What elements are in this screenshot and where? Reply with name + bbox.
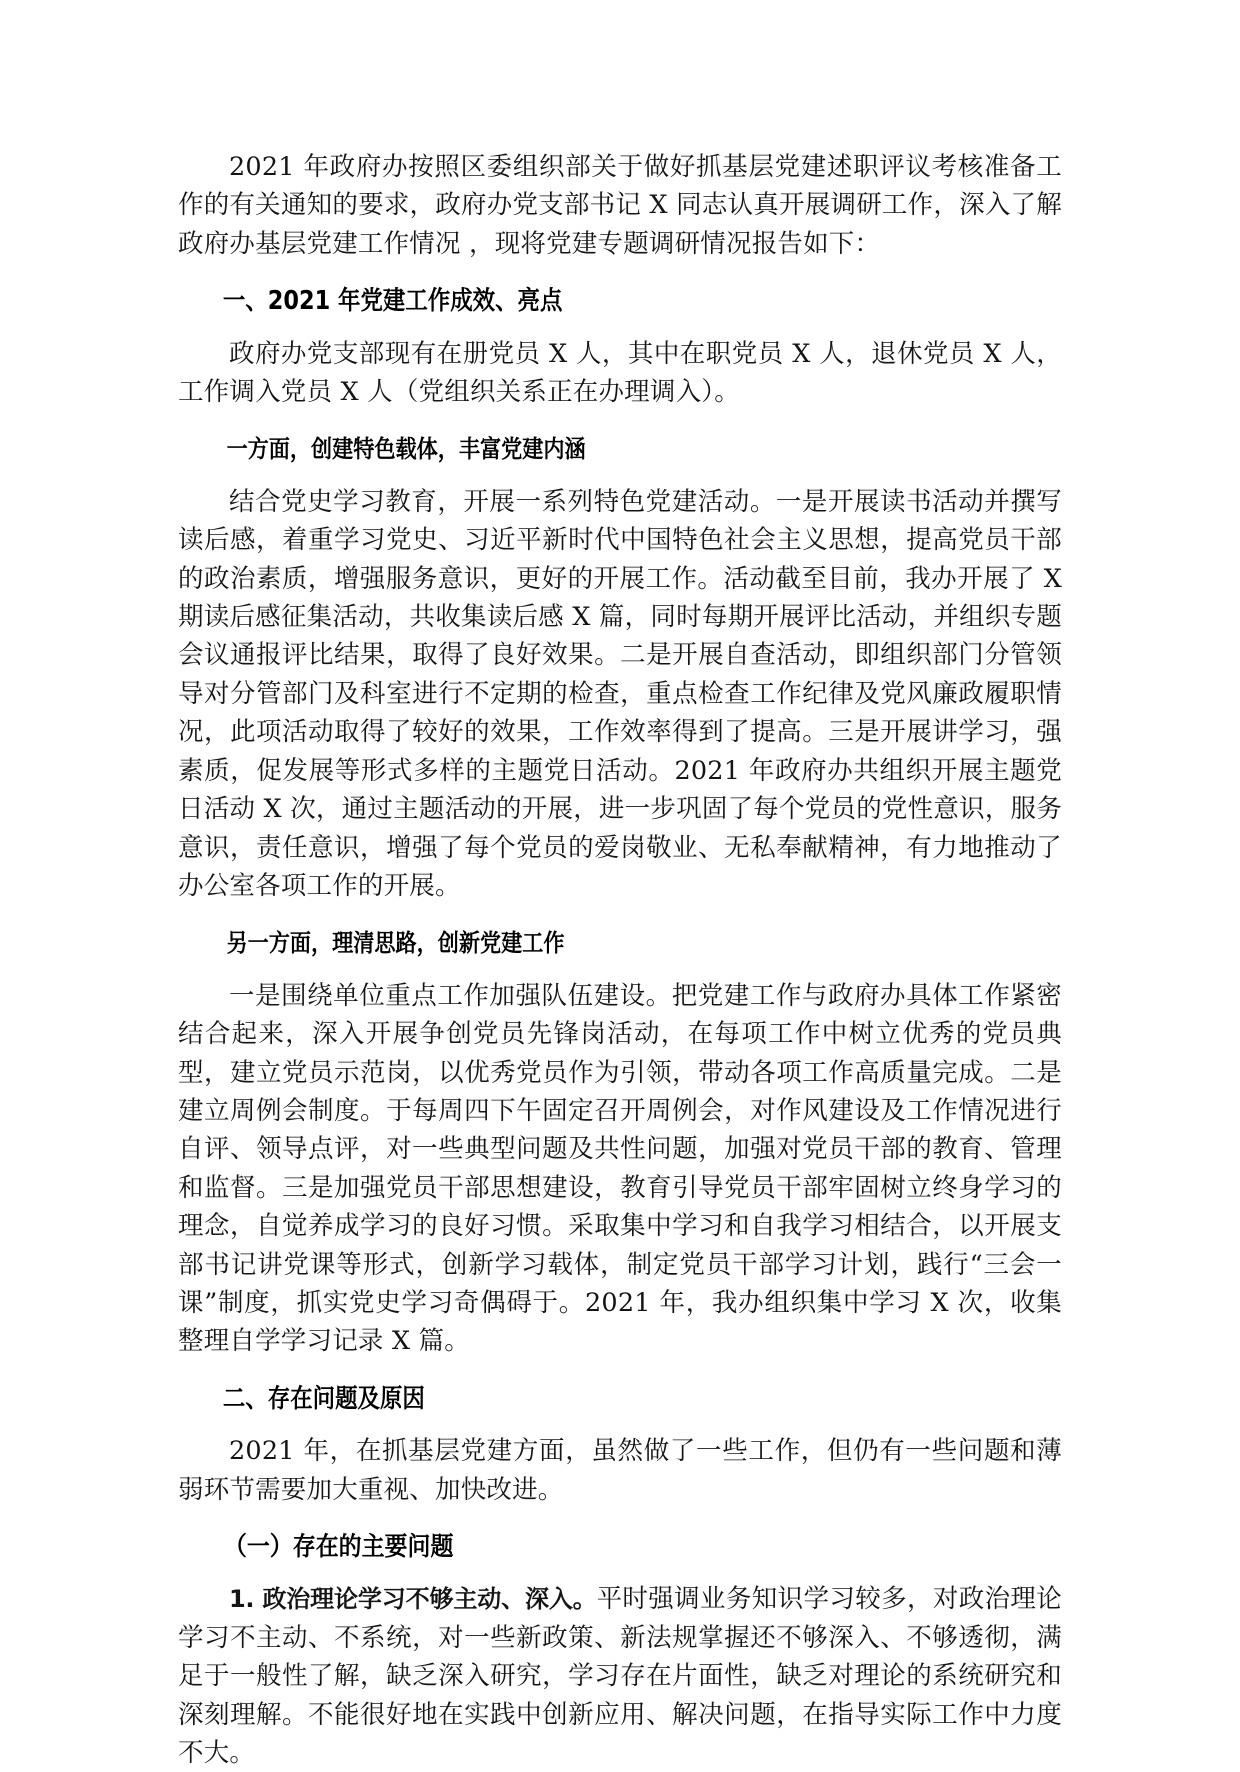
- spacer: [178, 1418, 1062, 1432]
- problem-item-1-lead-in: 1. 政治理论学习不够主动、深入。: [229, 1585, 597, 1614]
- section-one-paragraph: 政府办党支部现有在册党员 X 人，其中在职党员 X 人，退休党员 X 人，工作调入党员 X 人（党组织关系正在办理调入）。: [178, 338, 1062, 408]
- section-two-paragraph: 2021 年，在抓基层党建方面，虽然做了一些工作，但仍有一些问题和薄弱环节需要加大重视、加快改进。: [178, 1436, 1062, 1505]
- document-body: [178, 148, 1062, 1772]
- spacer: [178, 263, 1062, 282]
- subsection-heading-two-a: （一）存在的主要问题: [223, 1532, 454, 1562]
- subsection-heading-one-a: 一方面，创建特色载体，丰富党建内涵: [226, 435, 586, 464]
- section-heading-one: 一、2021 年党建工作成效、亮点: [222, 286, 563, 317]
- spacer: [178, 963, 1062, 977]
- spacer: [178, 321, 1062, 335]
- spacer: [178, 1566, 1062, 1580]
- section-heading-two: 二、存在问题及原因: [222, 1383, 425, 1414]
- spacer: [178, 411, 1062, 430]
- spacer: [178, 469, 1062, 483]
- problem-item-1: [178, 1580, 1062, 1772]
- subsection-one-a-paragraph: 结合党史学习教育，开展一系列特色党建活动。一是开展读书活动并撰写读后感，着重学习党史、习近平新时代中国特色社会主义思想，提高党员干部的政治素质，增强服务意识，更好的开展工作。活动截至目前，我办开展了 X 期读后感征集活动，共收集读后感 X 篇，同时每期开展评比活动，并组织专题会议通报评比结果，取得了良好效果。二是开展自查活动，即组织部门分管领导对分管部门及科室进行不定期的检查，重点检查工作纪律及党风廉政履职情况，此项活动取得了较好的效果，工作效率得到了提高。三是开展讲学习，强素质，促发展等形式多样的主题党日活动。2021 年政府办共组织开展主题党日活动 X 次，通过主题活动的开展，进一步巩固了每个党员的党性意识，服务意识，责任意识，增强了每个党员的爱岗敬业、无私奉献精神，有力地推动了办公室各项工作的开展。: [178, 486, 1062, 901]
- problem-item-1-text: 平时强调业务知识学习较多，对政治理论学习不主动、不系统，对一些新政策、新法规掌握还不够深入、不够透彻，满足于一般性了解，缺乏深入研究，学习存在片面性，缺乏对理论的系统研究和深刻理解。不能很好地在实践中创新应用、解决问题，在指导实际工作中力度不大。: [178, 1584, 1062, 1769]
- subsection-one-b-paragraph: 一是围绕单位重点工作加强队伍建设。把党建工作与政府办具体工作紧密结合起来，深入开展争创党员先锋岗活动，在每项工作中树立优秀的党员典型，建立党员示范岗，以优秀党员作为引领，带动各项工作高质量完成。二是建立周例会制度。于每周四下午固定召开周例会，对作风建设及工作情况进行自评、领导点评，对一些典型问题及共性问题，加强对党员干部的教育、管理和监督。三是加强党员干部思想建设，教育引导党员干部牢固树立终身学习的理念，自觉养成学习的良好习惯。采取集中学习和自我学习相结合，以开展支部书记讲党课等形式，创新学习载体，制定党员干部学习计划，践行“三会一课”制度，抓实党史学习奇偶碍于。2021 年，我办组织集中学习 X 次，收集整理自学学习记录 X 篇。: [178, 980, 1062, 1357]
- spacer: [178, 1509, 1062, 1528]
- spacer: [178, 905, 1062, 924]
- subsection-heading-one-b: 另一方面，理清思路，创新党建工作: [226, 929, 565, 958]
- spacer: [178, 1361, 1062, 1380]
- intro-paragraph: 2021 年政府办按照区委组织部关于做好抓基层党建述职评议考核准备工作的有关通知的要求，政府办党支部书记 X 同志认真开展调研工作，深入了解政府办基层党建工作情况 ，现将党建专题调研情况报告如下：: [178, 152, 1062, 259]
